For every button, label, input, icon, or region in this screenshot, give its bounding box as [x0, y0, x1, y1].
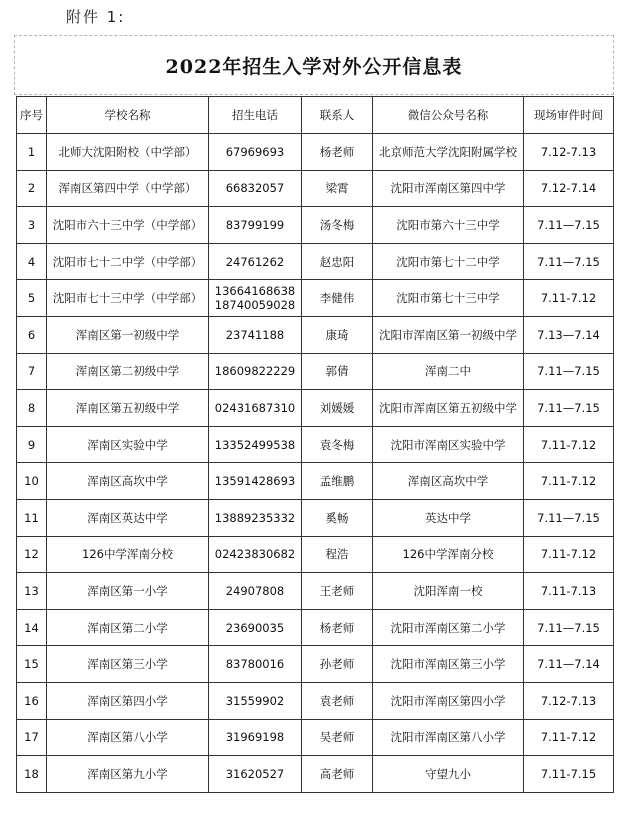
cell-contact: 王老师: [302, 573, 373, 610]
cell-phone: 23690035: [209, 609, 302, 646]
table-row: [17, 353, 614, 390]
cell-index: 2: [17, 170, 47, 207]
cell-contact: 汤冬梅: [302, 207, 373, 244]
cell-index: 4: [17, 243, 47, 280]
cell-phone: 24907808: [209, 573, 302, 610]
table-row: [17, 463, 614, 500]
cell-wechat-account: 沈阳市浑南区实验中学: [373, 426, 524, 463]
cell-wechat-account: 沈阳市浑南区第五初级中学: [373, 390, 524, 427]
cell-contact: 吴老师: [302, 719, 373, 756]
cell-index: 13: [17, 573, 47, 610]
table-row: [17, 646, 614, 683]
table-row: [17, 426, 614, 463]
cell-index: 5: [17, 280, 47, 317]
cell-review-time: 7.12-7.13: [524, 682, 614, 719]
table-row: [17, 573, 614, 610]
cell-review-time: 7.11—7.14: [524, 646, 614, 683]
table-row: [17, 316, 614, 353]
cell-wechat-account: 沈阳市浑南区第三小学: [373, 646, 524, 683]
cell-phone: 13591428693: [209, 463, 302, 500]
table-row: [17, 390, 614, 427]
page-title: 2022年招生入学对外公开信息表: [165, 55, 463, 78]
cell-review-time: 7.11—7.15: [524, 207, 614, 244]
cell-phone: 67969693: [209, 134, 302, 171]
cell-school-name: 沈阳市六十三中学（中学部）: [47, 207, 209, 244]
cell-review-time: 7.11-7.12: [524, 280, 614, 317]
cell-wechat-account: 沈阳市第七十三中学: [373, 280, 524, 317]
cell-wechat-account: 沈阳市浑南区第四小学: [373, 682, 524, 719]
cell-school-name: 126中学浑南分校: [47, 536, 209, 573]
cell-review-time: 7.11-7.12: [524, 426, 614, 463]
cell-review-time: 7.11—7.15: [524, 243, 614, 280]
cell-review-time: 7.11-7.15: [524, 756, 614, 793]
cell-phone: 13352499538: [209, 426, 302, 463]
cell-contact: 刘媛媛: [302, 390, 373, 427]
cell-school-name: 沈阳市七十二中学（中学部）: [47, 243, 209, 280]
cell-phone: 31969198: [209, 719, 302, 756]
cell-contact: 袁冬梅: [302, 426, 373, 463]
table-row: [17, 499, 614, 536]
header-cell: 微信公众号名称: [373, 97, 524, 134]
cell-school-name: 浑南区第五初级中学: [47, 390, 209, 427]
cell-contact: 孙老师: [302, 646, 373, 683]
cell-review-time: 7.12-7.14: [524, 170, 614, 207]
cell-phone: 23741188: [209, 316, 302, 353]
cell-school-name: 浑南区第三小学: [47, 646, 209, 683]
admission-info-table: [16, 96, 614, 793]
header-cell: 招生电话: [209, 97, 302, 134]
cell-school-name: 浑南区第一初级中学: [47, 316, 209, 353]
cell-school-name: 浑南区英达中学: [47, 499, 209, 536]
cell-review-time: 7.11-7.13: [524, 573, 614, 610]
cell-contact: 高老师: [302, 756, 373, 793]
cell-index: 11: [17, 499, 47, 536]
cell-phone: 18609822229: [209, 353, 302, 390]
cell-review-time: 7.11-7.12: [524, 719, 614, 756]
cell-contact: 奚畅: [302, 499, 373, 536]
cell-index: 1: [17, 134, 47, 171]
cell-phone: 02431687310: [209, 390, 302, 427]
cell-school-name: 浑南区第四小学: [47, 682, 209, 719]
cell-school-name: 浑南区第一小学: [47, 573, 209, 610]
table-row: [17, 170, 614, 207]
cell-phone: 31620527: [209, 756, 302, 793]
cell-school-name: 浑南区高坎中学: [47, 463, 209, 500]
cell-wechat-account: 沈阳市第七十二中学: [373, 243, 524, 280]
cell-contact: 袁老师: [302, 682, 373, 719]
cell-contact: 郭倩: [302, 353, 373, 390]
cell-index: 7: [17, 353, 47, 390]
cell-school-name: 浑南区第四中学（中学部）: [47, 170, 209, 207]
cell-wechat-account: 北京师范大学沈阳附属学校: [373, 134, 524, 171]
cell-index: 3: [17, 207, 47, 244]
cell-contact: 杨老师: [302, 134, 373, 171]
table-row: [17, 719, 614, 756]
table-row: [17, 243, 614, 280]
table-row: [17, 207, 614, 244]
header-cell: 现场审件时间: [524, 97, 614, 134]
cell-review-time: 7.12-7.13: [524, 134, 614, 171]
header-cell: 学校名称: [47, 97, 209, 134]
cell-school-name: 浑南区第九小学: [47, 756, 209, 793]
table-row: [17, 280, 614, 317]
cell-wechat-account: 沈阳市浑南区第四中学: [373, 170, 524, 207]
cell-school-name: 沈阳市七十三中学（中学部）: [47, 280, 209, 317]
cell-phone: 02423830682: [209, 536, 302, 573]
cell-wechat-account: 沈阳市浑南区第八小学: [373, 719, 524, 756]
cell-index: 17: [17, 719, 47, 756]
cell-school-name: 浑南区第八小学: [47, 719, 209, 756]
cell-index: 10: [17, 463, 47, 500]
cell-review-time: 7.13—7.14: [524, 316, 614, 353]
cell-index: 15: [17, 646, 47, 683]
cell-wechat-account: 126中学浑南分校: [373, 536, 524, 573]
cell-phone: 13889235332: [209, 499, 302, 536]
cell-school-name: 北师大沈阳附校（中学部）: [47, 134, 209, 171]
cell-phone: 24761262: [209, 243, 302, 280]
cell-index: 16: [17, 682, 47, 719]
cell-review-time: 7.11-7.12: [524, 463, 614, 500]
cell-review-time: 7.11—7.15: [524, 353, 614, 390]
cell-wechat-account: 浑南区高坎中学: [373, 463, 524, 500]
cell-school-name: 浑南区第二初级中学: [47, 353, 209, 390]
cell-wechat-account: 沈阳浑南一校: [373, 573, 524, 610]
cell-contact: 杨老师: [302, 609, 373, 646]
cell-index: 12: [17, 536, 47, 573]
table-row: [17, 536, 614, 573]
cell-contact: 李健伟: [302, 280, 373, 317]
cell-review-time: 7.11—7.15: [524, 390, 614, 427]
cell-school-name: 浑南区第二小学: [47, 609, 209, 646]
cell-contact: 赵忠阳: [302, 243, 373, 280]
cell-review-time: 7.11-7.12: [524, 536, 614, 573]
cell-wechat-account: 沈阳市浑南区第一初级中学: [373, 316, 524, 353]
cell-phone: 83780016: [209, 646, 302, 683]
table-row: [17, 609, 614, 646]
cell-contact: 梁霄: [302, 170, 373, 207]
cell-review-time: 7.11—7.15: [524, 609, 614, 646]
cell-school-name: 浑南区实验中学: [47, 426, 209, 463]
table-row: [17, 756, 614, 793]
cell-review-time: 7.11—7.15: [524, 499, 614, 536]
cell-phone: 83799199: [209, 207, 302, 244]
cell-wechat-account: 浑南二中: [373, 353, 524, 390]
title-box: [14, 35, 614, 95]
cell-phone: 66832057: [209, 170, 302, 207]
header-cell: 联系人: [302, 97, 373, 134]
cell-wechat-account: 沈阳市第六十三中学: [373, 207, 524, 244]
cell-contact: 程浩: [302, 536, 373, 573]
cell-phone: 31559902: [209, 682, 302, 719]
table-header-row: [17, 97, 614, 134]
cell-phone: 13664168638 18740059028: [209, 280, 302, 317]
cell-contact: 孟维鹏: [302, 463, 373, 500]
cell-index: 14: [17, 609, 47, 646]
cell-index: 9: [17, 426, 47, 463]
cell-wechat-account: 沈阳市浑南区第二小学: [373, 609, 524, 646]
table-row: [17, 682, 614, 719]
table-row: [17, 134, 614, 171]
cell-contact: 康琦: [302, 316, 373, 353]
cell-wechat-account: 英达中学: [373, 499, 524, 536]
cell-index: 6: [17, 316, 47, 353]
header-cell: 序号: [17, 97, 47, 134]
attachment-label: 附件 1:: [66, 8, 126, 26]
cell-index: 8: [17, 390, 47, 427]
cell-wechat-account: 守望九小: [373, 756, 524, 793]
cell-index: 18: [17, 756, 47, 793]
